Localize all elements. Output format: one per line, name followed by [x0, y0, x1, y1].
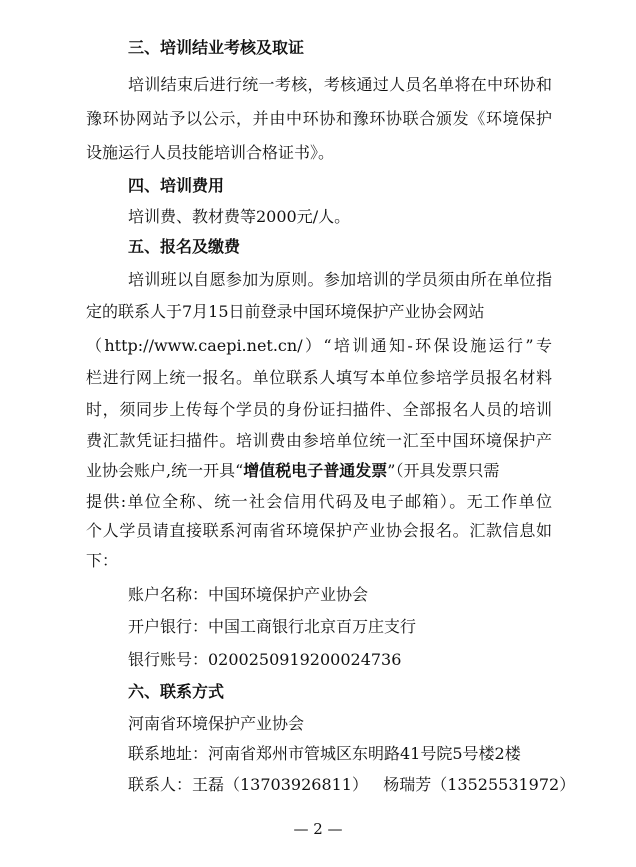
section-3-line-2: 豫环协网站予以公示，并由中环协和豫环协联合颁发《环境保护: [86, 109, 552, 128]
section-4-line-1: 培训费、教材费等2000元/人。: [128, 207, 351, 226]
section-6-heading: 六、联系方式: [128, 682, 225, 701]
section-5-line-9: 个人学员请直接联系河南省环境保护产业协会报名。汇款信息如: [86, 521, 552, 540]
section-4-heading: 四、培训费用: [128, 176, 225, 195]
invoice-type-emphasis: 增值税电子普通发票: [243, 461, 388, 480]
section-5-line-2: 定的联系人于7月15日前登录中国环境保护产业协会网站: [86, 302, 485, 321]
page-number: — 2 —: [293, 820, 343, 838]
line-7-prefix: 业协会账户,统一开具“: [86, 461, 244, 480]
bank-name: 开户银行：中国工商银行北京百万庄支行: [128, 617, 417, 636]
section-3-line-1: 培训结束后进行统一考核，考核通过人员名单将在中环协和: [128, 75, 552, 94]
account-number: 银行账号：0200250919200024736: [128, 650, 402, 669]
account-name: 账户名称：中国环境保护产业协会: [128, 585, 369, 604]
section-5-line-7: [86, 461, 499, 481]
section-5-line-5: 时，须同步上传每个学员的身份证扫描件、全部报名人员的培训: [86, 400, 552, 419]
section-5-line-4: 栏进行网上统一报名。单位联系人填写本单位参培学员报名材料: [86, 368, 552, 387]
section-5-line-10: 下：: [86, 551, 119, 570]
contact-address: 联系地址：河南省郑州市管城区东明路41号院5号楼2楼: [128, 744, 521, 763]
section-5-line-8: 提供:单位全称、统一社会信用代码及电子邮箱）。无工作单位: [86, 492, 552, 511]
section-5-line-6: 费汇款凭证扫描件。培训费由参培单位统一汇至中国环境保护产: [86, 431, 552, 450]
contact-organization: 河南省环境保护产业协会: [128, 714, 305, 733]
contact-persons: 联系人：王磊（13703926811） 杨瑞芳（13525531972）: [128, 775, 576, 794]
section-5-heading: 五、报名及缴费: [128, 237, 241, 256]
section-5-line-1: 培训班以自愿参加为原则。参加培训的学员须由所在单位指: [128, 270, 552, 289]
section-3-line-3: 设施运行人员技能培训合格证书》。: [86, 143, 335, 162]
section-3-heading: 三、培训结业考核及取证: [128, 38, 305, 57]
section-5-line-3: （http://www.caepi.net.cn/）“培训通知-环保设施运行”专: [86, 336, 552, 355]
line-7-suffix: ”（开具发票只需: [387, 461, 500, 480]
